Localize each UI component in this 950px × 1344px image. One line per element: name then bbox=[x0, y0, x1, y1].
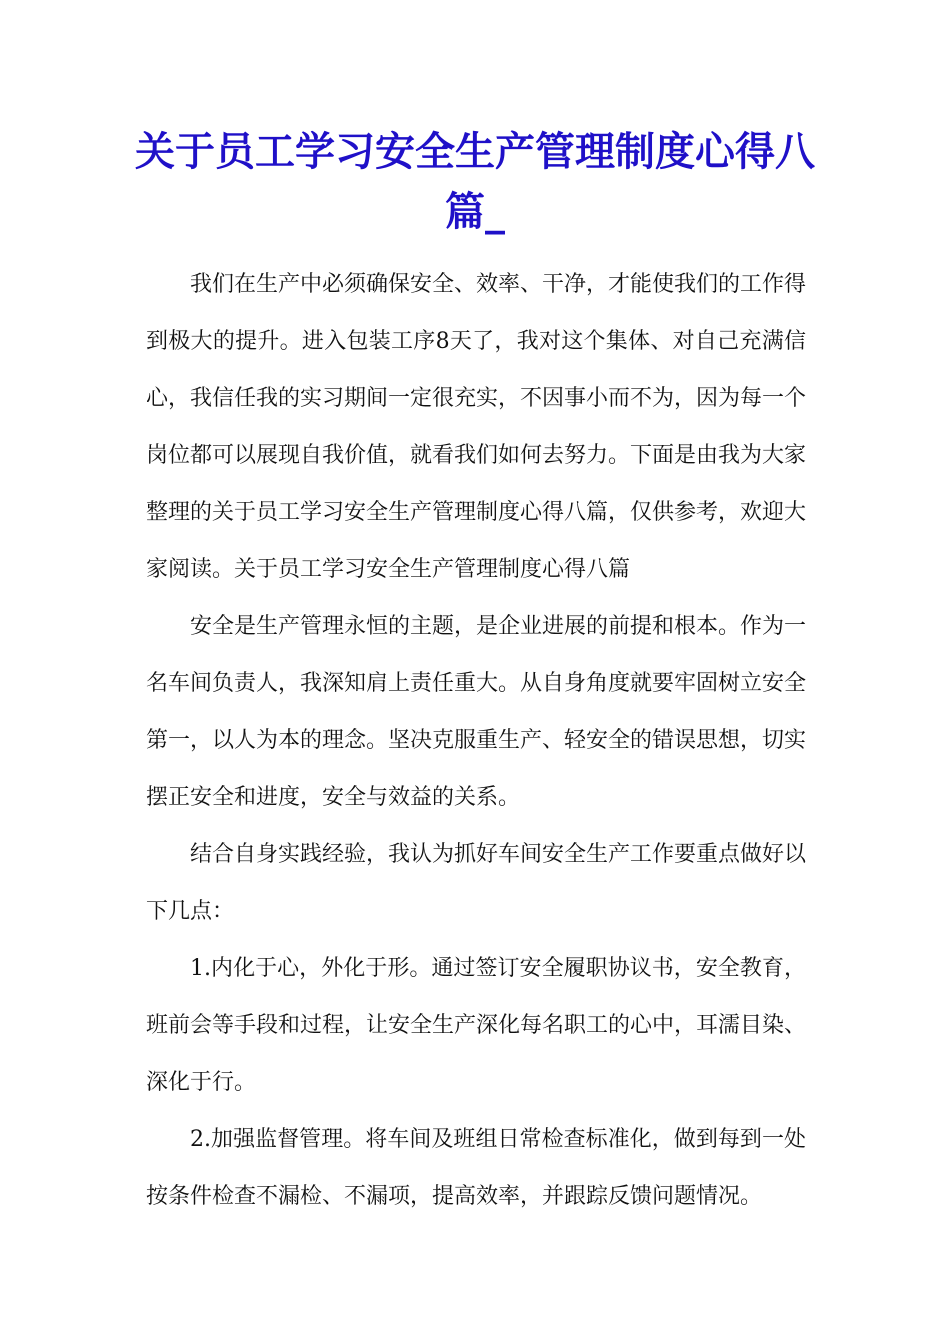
paragraph: 安全是生产管理永恒的主题，是企业进展的前提和根本。作为一名车间负责人，我深知肩上责任重大。从自身角度就要牢固树立安全第一，以人为本的理念。坚决克服重生产、轻安全的错误思想，切实摆正安全和进度，安全与效益的关系。 bbox=[146, 614, 807, 810]
paragraph: 结合自身实践经验，我认为抓好车间安全生产工作要重点做好以下几点： bbox=[146, 842, 807, 924]
paragraph: 1.内化于心，外化于形。通过签订安全履职协议书，安全教育，班前会等手段和过程，让安全生产深化每名职工的心中，耳濡目染、深化于行。 bbox=[146, 956, 807, 1095]
paragraph: 我们在生产中必须确保安全、效率、干净，才能使我们的工作得到极大的提升。进入包装工序8天了，我对这个集体、对自己充满信心，我信任我的实习期间一定很充实，不因事小而不为，因为每一个岗位都可以展现自我价值，就看我们如何去努力。下面是由我为大家整理的关于员工学习安全生产管理制度心得八篇，仅供参考，欢迎大家阅读。关于员工学习安全生产管理制度心得八篇 bbox=[146, 272, 807, 582]
paragraph: 2.加强监督管理。将车间及班组日常检查标准化，做到每到一处按条件检查不漏检、不漏项，提高效率，并跟踪反馈问题情况。 bbox=[146, 1127, 806, 1209]
document-body bbox=[146, 256, 806, 1225]
document-title: 关于员工学习安全生产管理制度心得八篇_ bbox=[135, 128, 815, 235]
